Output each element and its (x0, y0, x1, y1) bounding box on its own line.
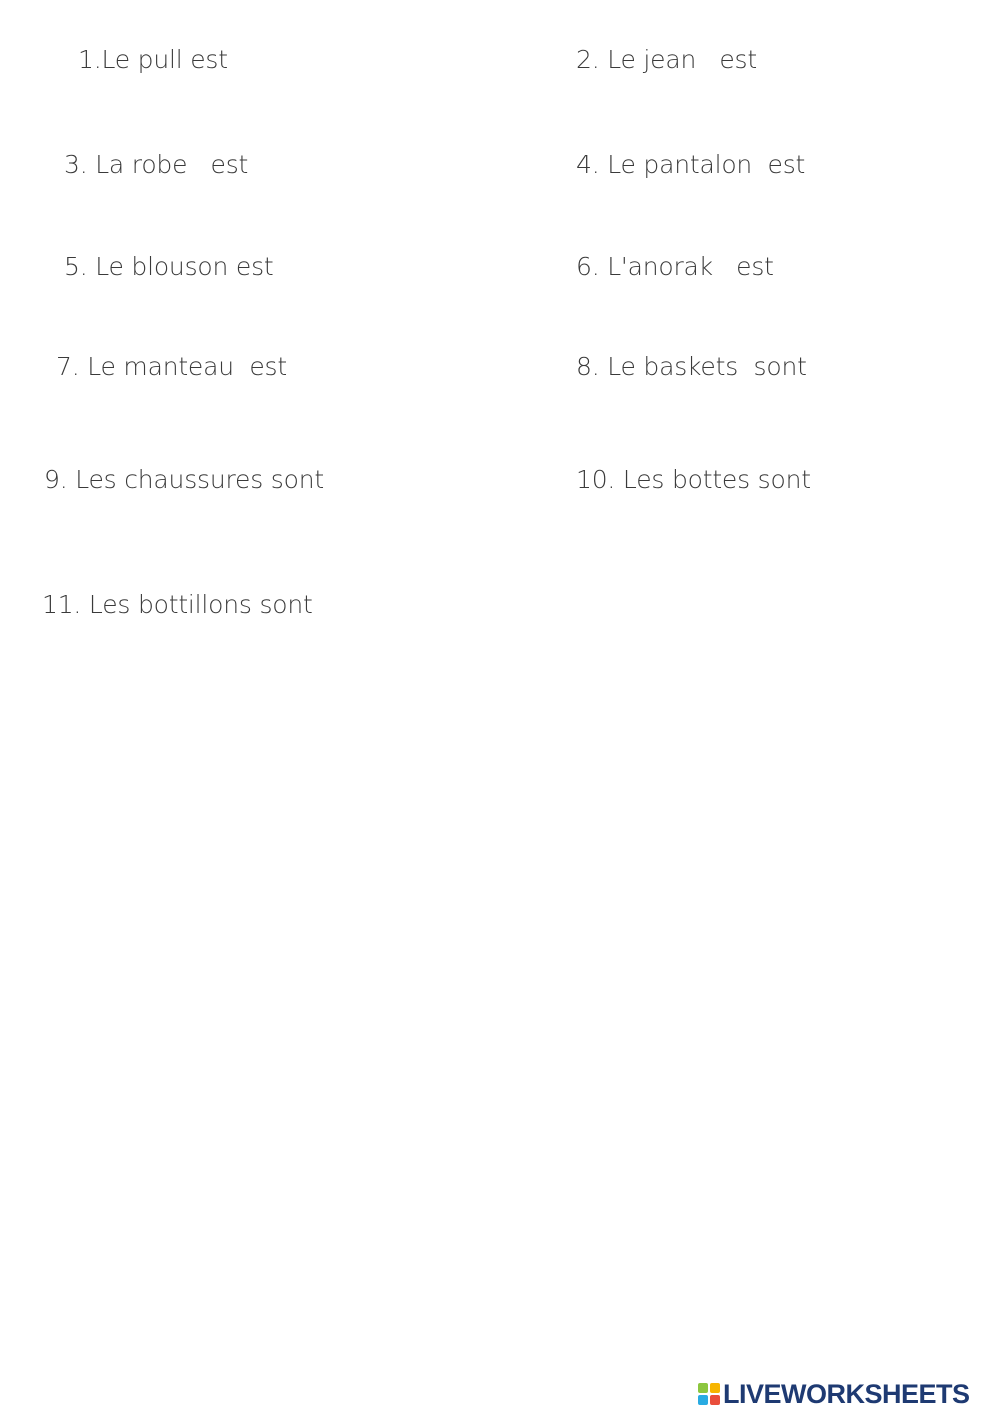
brand-name: LIVEWORKSHEETS (723, 1379, 970, 1409)
exercise-item-6: 6. L'anorak est (576, 252, 774, 281)
liveworksheets-logo-icon (698, 1383, 720, 1405)
exercise-item-2: 2. Le jean est (576, 45, 757, 74)
exercise-item-8: 8. Le baskets sont (576, 352, 807, 381)
liveworksheets-brand (698, 1378, 970, 1410)
exercise-item-5: 5. Le blouson est (64, 252, 274, 281)
exercise-item-4: 4. Le pantalon est (576, 150, 806, 179)
logo-square-green (698, 1383, 708, 1393)
logo-square-blue (698, 1395, 708, 1405)
exercise-item-11: 11. Les bottillons sont (42, 590, 313, 619)
exercise-item-1: 1.Le pull est (78, 45, 228, 74)
exercise-item-9: 9. Les chaussures sont (44, 465, 324, 494)
exercise-item-3: 3. La robe est (64, 150, 249, 179)
logo-square-red (710, 1395, 720, 1405)
exercise-item-10: 10. Les bottes sont (576, 465, 811, 494)
exercise-item-7: 7. Le manteau est (56, 352, 287, 381)
logo-square-yellow (710, 1383, 720, 1393)
